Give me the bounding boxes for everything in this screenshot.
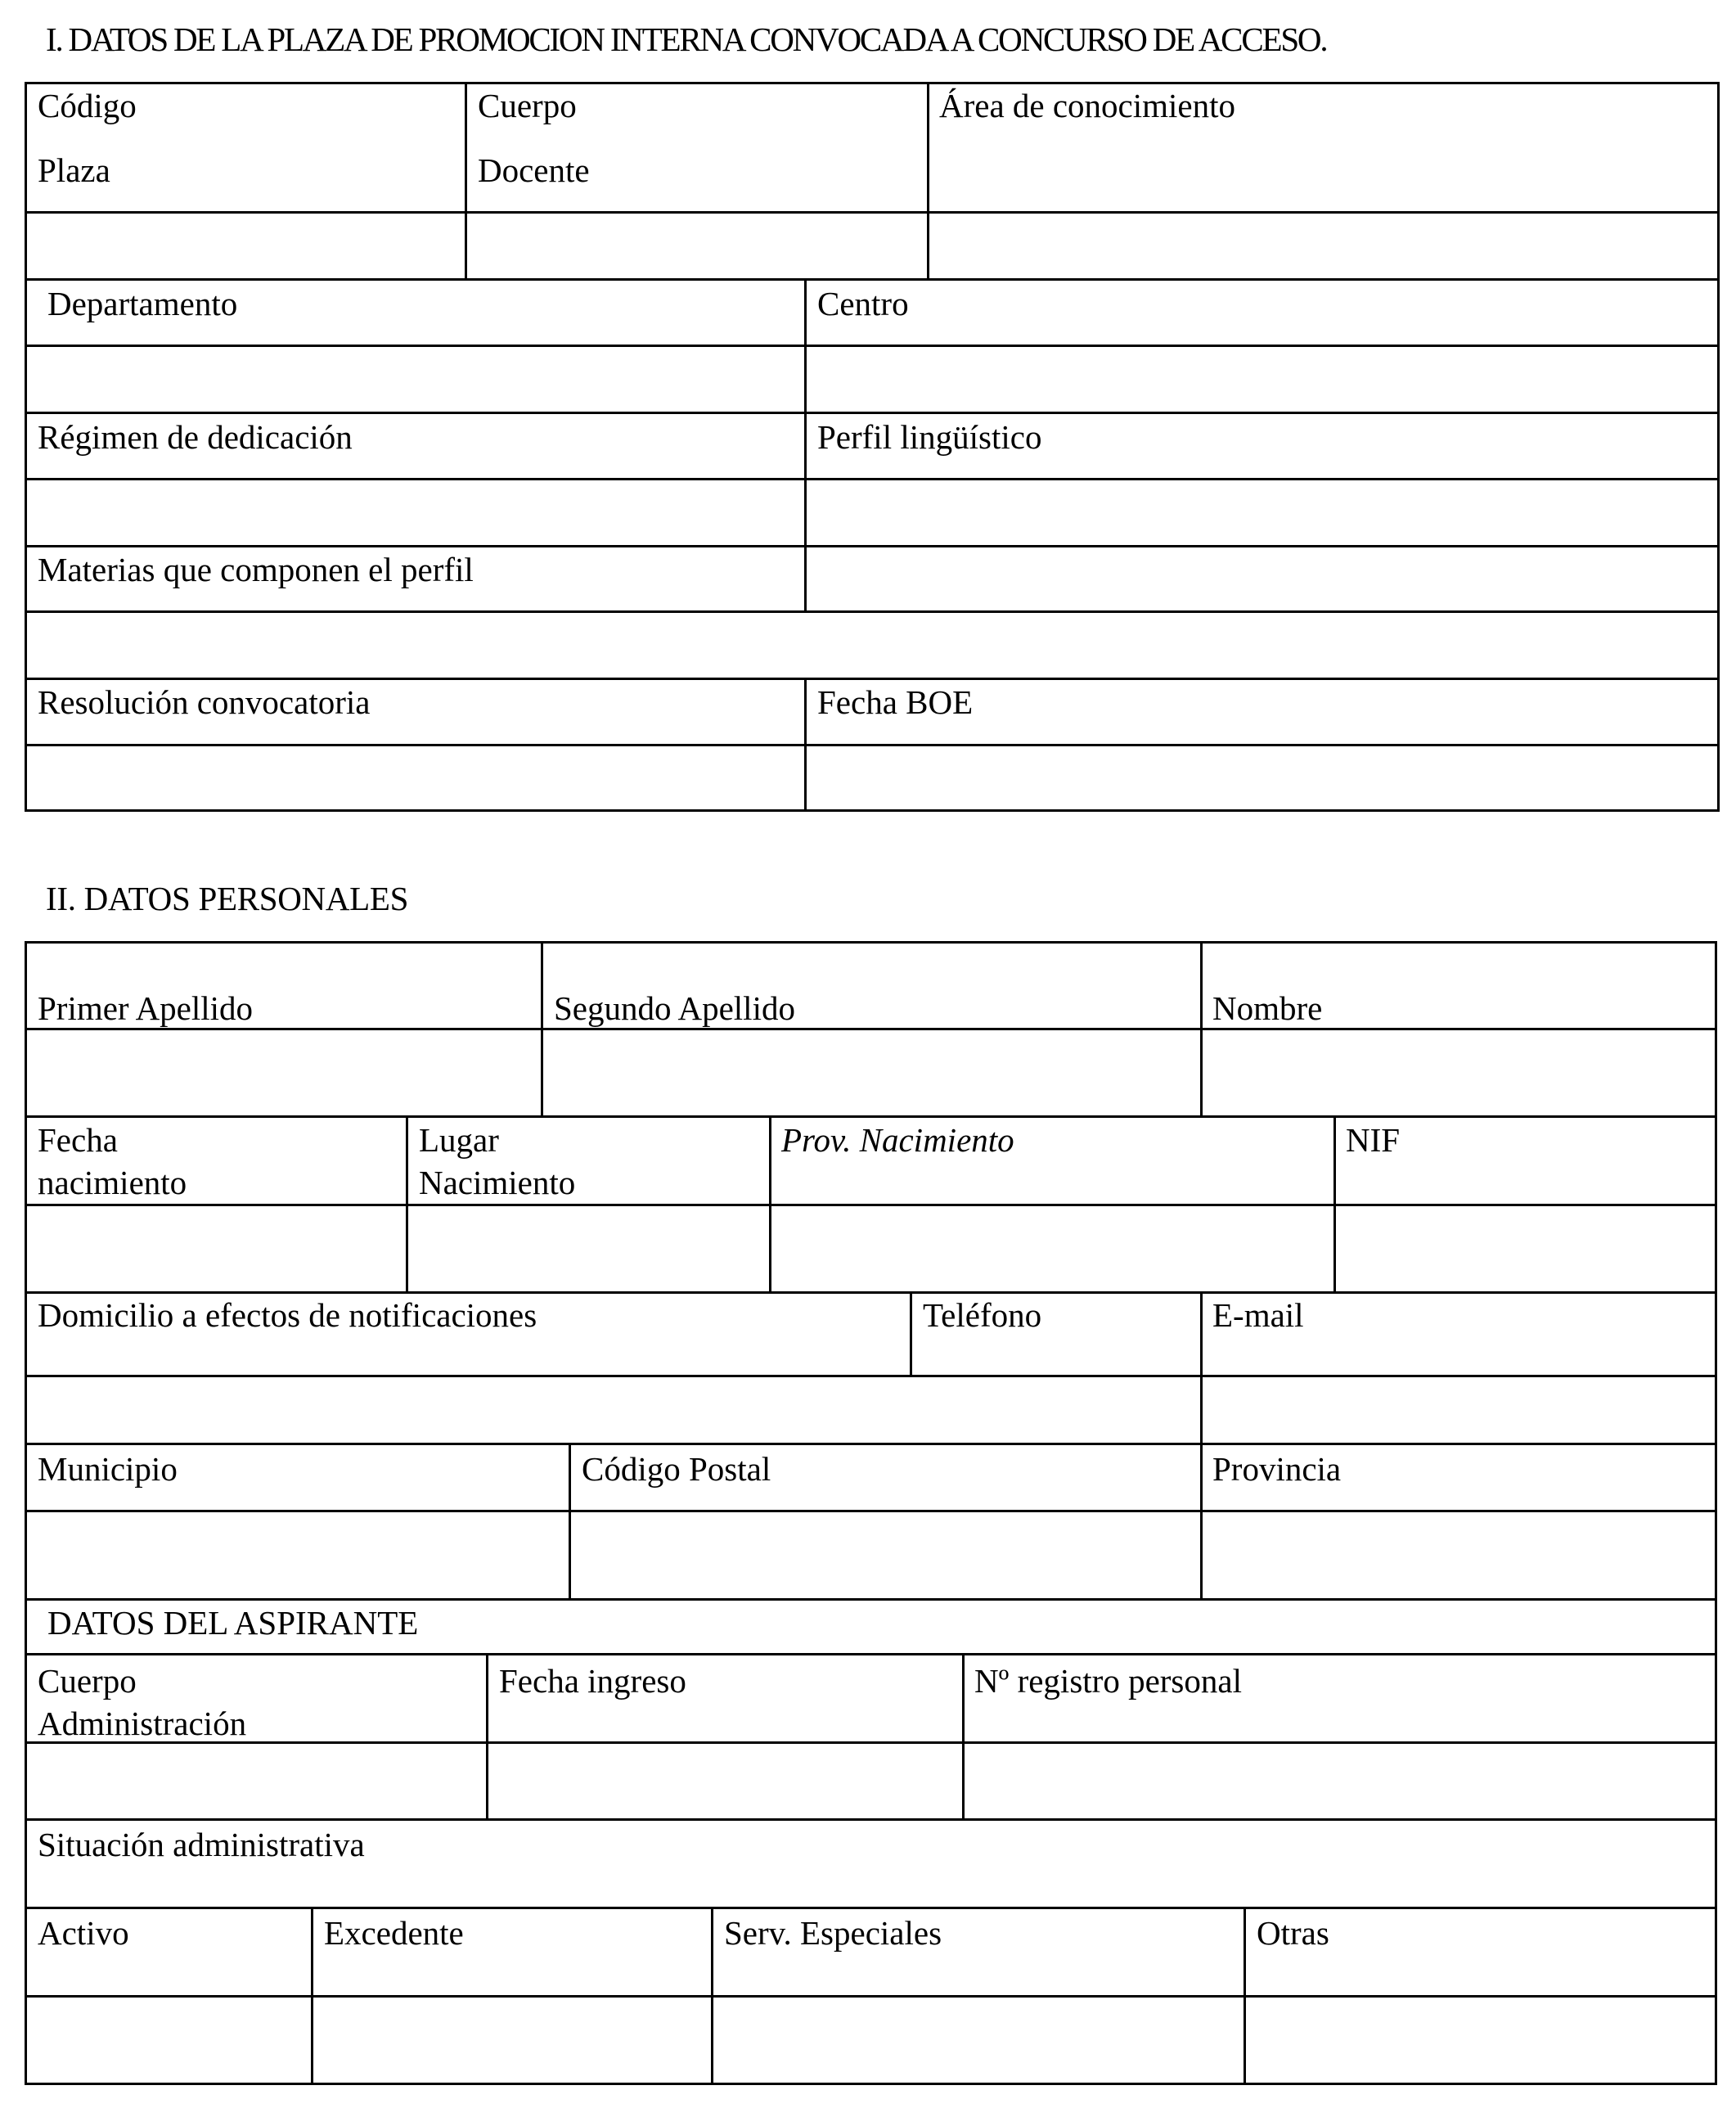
- fecha-nacimiento-field[interactable]: [27, 1206, 406, 1291]
- email-field[interactable]: [1203, 1377, 1715, 1443]
- activo-field[interactable]: [27, 1998, 311, 2083]
- primer-apellido-label: Primer Apellido: [38, 989, 254, 1027]
- codigo-plaza-label-line1: Código: [38, 87, 137, 124]
- regimen-dedicacion-field[interactable]: [27, 480, 804, 545]
- lugar-nacimiento-label-line1: Lugar: [419, 1121, 499, 1159]
- prov-nacimiento-field[interactable]: [771, 1206, 1333, 1291]
- fecha-ingreso-field[interactable]: [488, 1744, 962, 1818]
- area-conocimiento-field[interactable]: [929, 214, 1717, 278]
- segundo-apellido-label: Segundo Apellido: [554, 989, 795, 1027]
- codigo-plaza-label-line2: Plaza: [38, 151, 110, 189]
- lugar-nacimiento-field[interactable]: [408, 1206, 769, 1291]
- numero-registro-personal-label: Nº registro personal: [974, 1662, 1242, 1700]
- activo-label: Activo: [38, 1914, 129, 1952]
- cuerpo-administracion-field[interactable]: [27, 1744, 486, 1818]
- codigo-plaza-field[interactable]: [27, 214, 465, 278]
- centro-field[interactable]: [807, 347, 1717, 412]
- materias-perfil-label: Materias que componen el perfil: [38, 551, 474, 588]
- excedente-label: Excedente: [324, 1914, 464, 1952]
- otras-field[interactable]: [1246, 1998, 1715, 2083]
- numero-registro-personal-field[interactable]: [965, 1744, 1715, 1818]
- nombre-field[interactable]: [1203, 1030, 1715, 1115]
- codigo-postal-label: Código Postal: [582, 1450, 771, 1488]
- cuerpo-administracion-label-line2: Administración: [38, 1705, 247, 1742]
- resolucion-convocatoria-field[interactable]: [27, 746, 804, 810]
- fecha-ingreso-label: Fecha ingreso: [499, 1662, 686, 1700]
- fecha-nacimiento-label-line2: nacimiento: [38, 1164, 187, 1201]
- email-label: E-mail: [1212, 1296, 1304, 1334]
- nombre-label: Nombre: [1212, 989, 1323, 1027]
- domicilio-telefono-field[interactable]: [27, 1377, 1200, 1443]
- materias-perfil-field[interactable]: [27, 613, 1717, 678]
- nif-label: NIF: [1346, 1121, 1401, 1159]
- segundo-apellido-field[interactable]: [543, 1030, 1200, 1115]
- cuerpo-docente-field[interactable]: [467, 214, 927, 278]
- departamento-label: Departamento: [47, 285, 238, 322]
- section-2-title: II. DATOS PERSONALES: [46, 880, 409, 917]
- domicilio-notificaciones-label: Domicilio a efectos de notificaciones: [38, 1296, 537, 1334]
- provincia-label: Provincia: [1212, 1450, 1342, 1488]
- serv-especiales-label: Serv. Especiales: [724, 1914, 942, 1952]
- municipio-label: Municipio: [38, 1450, 178, 1488]
- prov-nacimiento-label: Prov. Nacimiento: [781, 1121, 1014, 1159]
- situacion-administrativa-label: Situación administrativa: [38, 1826, 365, 1863]
- resolucion-convocatoria-label: Resolución convocatoria: [38, 683, 371, 721]
- fecha-boe-label: Fecha BOE: [817, 683, 974, 721]
- otras-label: Otras: [1257, 1914, 1329, 1952]
- cuerpo-docente-label-line2: Docente: [478, 151, 590, 189]
- perfil-linguistico-label: Perfil lingüístico: [817, 418, 1042, 456]
- nif-field[interactable]: [1336, 1206, 1715, 1291]
- provincia-field[interactable]: [1203, 1512, 1715, 1598]
- datos-aspirante-heading: DATOS DEL ASPIRANTE: [47, 1604, 419, 1642]
- area-conocimiento-label: Área de conocimiento: [939, 87, 1236, 124]
- departamento-field[interactable]: [27, 347, 804, 412]
- centro-label: Centro: [817, 285, 909, 322]
- municipio-field[interactable]: [27, 1512, 569, 1598]
- cuerpo-administracion-label-line1: Cuerpo: [38, 1662, 137, 1700]
- excedente-field[interactable]: [313, 1998, 711, 2083]
- telefono-label: Teléfono: [923, 1296, 1042, 1334]
- serv-especiales-field[interactable]: [713, 1998, 1244, 2083]
- fecha-boe-field[interactable]: [807, 746, 1717, 810]
- cuerpo-docente-label-line1: Cuerpo: [478, 87, 577, 124]
- section-1-title: I. DATOS DE LA PLAZA DE PROMOCION INTERNA CONVOCADA A CONCURSO DE ACCESO.: [46, 20, 1327, 58]
- regimen-dedicacion-label: Régimen de dedicación: [38, 418, 353, 456]
- perfil-linguistico-field[interactable]: [807, 480, 1717, 545]
- lugar-nacimiento-label-line2: Nacimiento: [419, 1164, 576, 1201]
- primer-apellido-field[interactable]: [27, 1030, 541, 1115]
- fecha-nacimiento-label-line1: Fecha: [38, 1121, 118, 1159]
- codigo-postal-field[interactable]: [571, 1512, 1200, 1598]
